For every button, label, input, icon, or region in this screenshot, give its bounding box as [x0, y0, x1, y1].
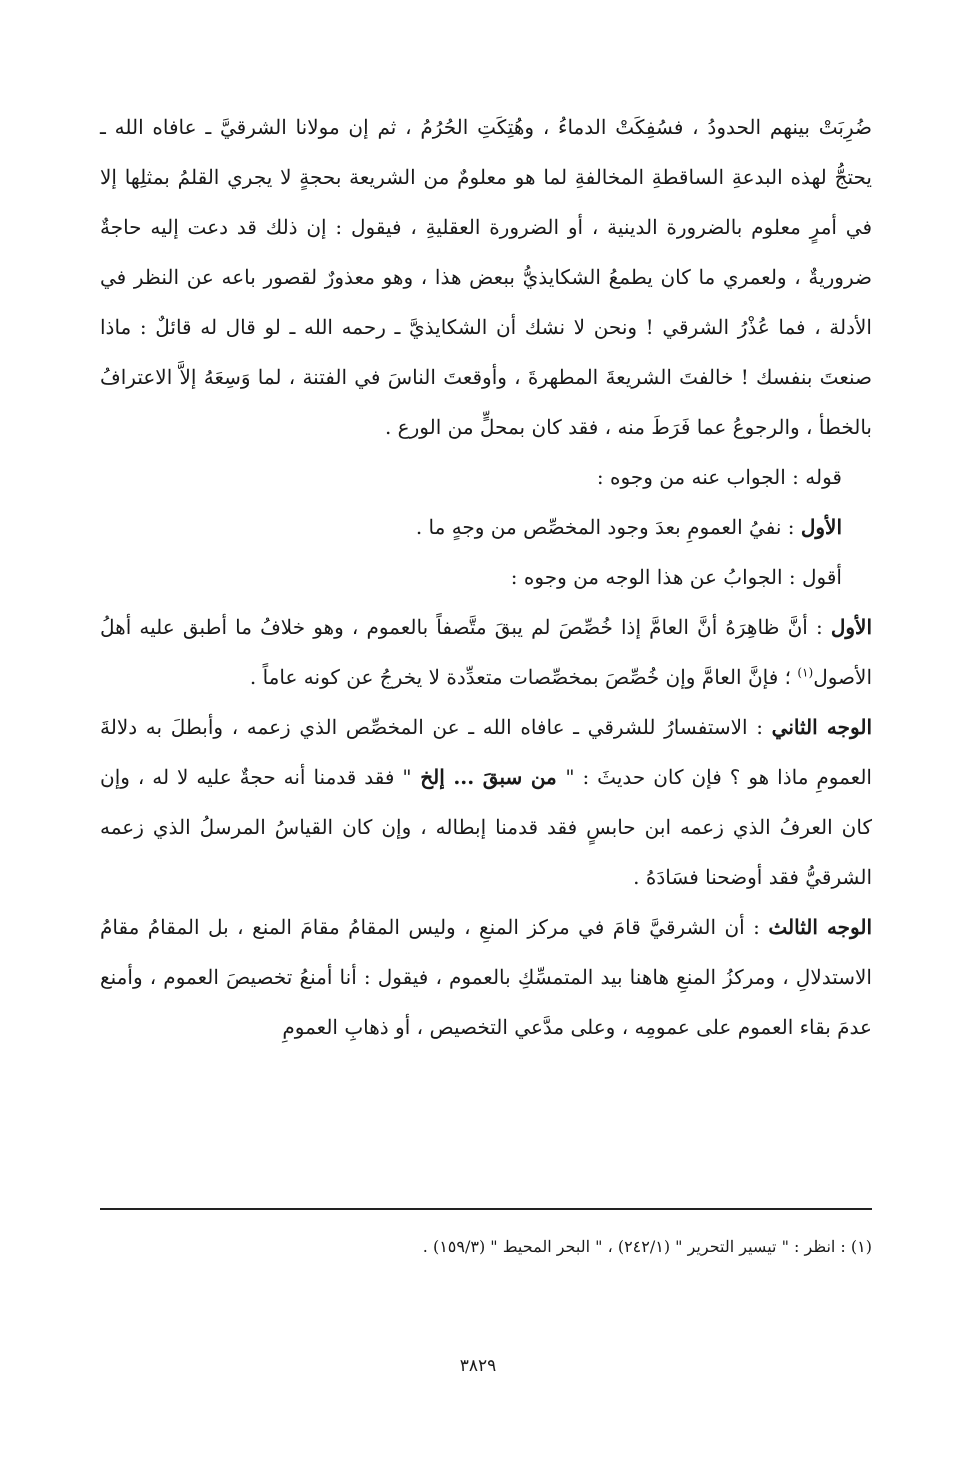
answer-first-heading: الأول	[830, 615, 872, 639]
paragraph-quote-intro	[100, 452, 872, 502]
second-aspect-heading: الوجه الثاني	[771, 715, 872, 739]
answer-first-text-a: : أنَّ ظاهِرَهُ أنَّ العامَّ إذا خُصِّصَ لم يبقَ متَّصفاً بالعموم ، وهو خلافُ ما أطبق عليه أهلُ الأصول	[100, 615, 872, 689]
footnote-marker: (١)	[797, 665, 814, 680]
hadith-quote: من سبقَ ... إلخ	[411, 765, 566, 789]
answer-first-text-b: ؛ فإنَّ العامَّ وإن خُصِّصَ بمخصِّصات متعدِّدة لا يخرجُ عن كونه عاماً .	[249, 665, 798, 689]
paragraph-answer-first	[100, 602, 872, 702]
footnote-divider	[100, 1208, 872, 1210]
page-body	[100, 102, 872, 1052]
paragraph-answer-intro	[100, 552, 872, 602]
paragraph-intro-text: ضُرِبَتْ بينهم الحدودُ ، فسُفِكَتْ الدماءُ ، وهُتِكَتِ الحُرُمُ ، ثم إن مولانا الشرقيَّ ـ عافاه الله ـ يحتجُّ لهذه البدعةِ الساقطةِ المخالفةِ لما هو معلومٌ من الشريعة بحجةٍ لا يجري القلمُ بمثلِها إلا في أمرٍ معلوم بالضرورة الدينية ، أو الضرورة العقليةِ ، فيقول : إن ذلك قد دعت إليه حاجةٌ ضروريةٌ ، ولعمري ما كان يطمعُ الشكايذيُّ ببعض هذا ، وهو معذورٌ لقصور باعه عن النظر في الأدلة ، فما عُذْرُ الشرقي ! ونحن لا نشك أن الشكايذيَّ ـ رحمه الله ـ لو قال له قائلٌ : ماذا صنعتَ بنفسك ! خالفتَ الشريعةَ المطهرةَ ، وأوقعتَ الناسَ في الفتنة ، لما وَسِعَهُ إلاَّ الاعترافُ بالخطأ ، والرجوعُ عما فَرَطَ منه ، فقد كان بمحلٍّ من الورع .	[100, 115, 873, 439]
third-aspect-text: : أن الشرقيَّ قامَ في مركز المنعِ ، وليس المقامُ مقامَ المنع ، بل المقامُ مقامُ الاستدلالِ ، ومركزُ المنعِ هاهنا بيد المتمسِّكِ بالعموم ، فيقول : أنا أمنعُ تخصيصَ العموم ، وأمنع عدمَ بقاء العموم على عمومِه ، وعلى مدَّعي التخصيص ، أو ذهابِ العمومِ	[100, 915, 872, 1039]
third-aspect-heading: الوجه الثالث	[768, 915, 873, 939]
paragraph-third-aspect	[100, 902, 872, 1052]
footnote	[100, 1234, 872, 1260]
second-aspect-text-b: " فقد قدمنا أنه حجةٌ عليه لا له ، وإن كان العرفُ الذي زعمه ابن حابسٍ فقد قدمنا إبطاله ، وإن كان القياسُ المرسلُ الذي زعمه الشرقيُّ فقد أوضحنا فسَادَهُ .	[100, 765, 872, 889]
first-point-heading: الأول	[800, 515, 842, 539]
page-number: ٣٨٢٩	[459, 1356, 497, 1376]
first-point-text: : نفيُ العمومِ بعدَ وجود المخصِّص من وجهٍ ما .	[415, 515, 801, 539]
paragraph-second-aspect	[100, 702, 872, 902]
footnote-text: (١) : انظر : " تيسير التحرير " (٢٤٢/١) ، " البحر المحيط " (١٥٩/٣) .	[422, 1237, 872, 1256]
paragraph-quote-intro-text: قوله : الجواب عنه من وجوه :	[596, 465, 842, 489]
paragraph-intro	[100, 102, 872, 452]
second-aspect-text-a: : الاستفسارُ للشرقي ـ عافاه الله ـ عن المخصِّص الذي زعمه ، وأبطلَ به دلالةَ العمومِ ماذا هو ؟ فإن كان حديثَ : "	[100, 715, 872, 789]
paragraph-first-point	[100, 502, 872, 552]
answer-intro-text: أقول : الجوابُ عن هذا الوجه من وجوه :	[510, 565, 842, 589]
